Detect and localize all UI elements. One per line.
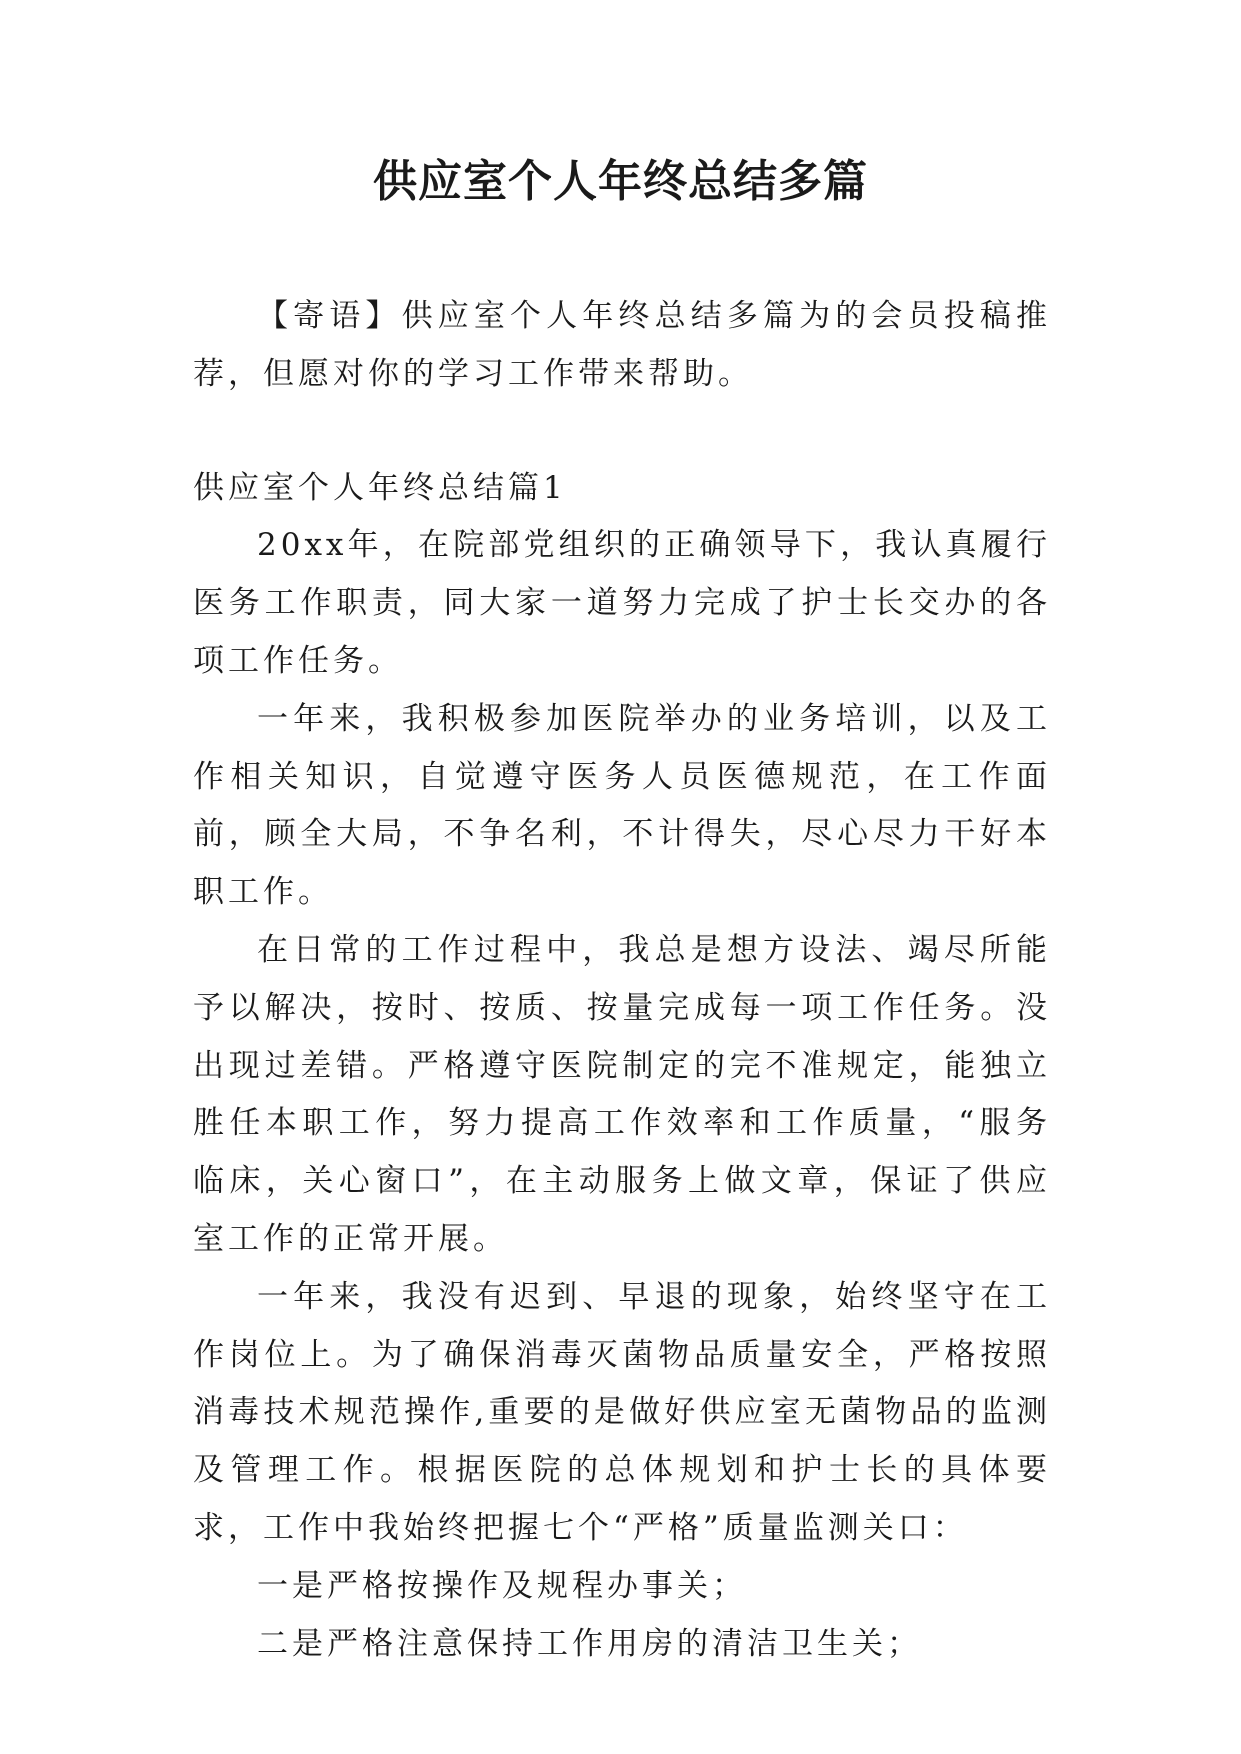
paragraph: 在日常的工作过程中，我总是想方设法、竭尽所能予以解决，按时、按质、按量完成每一项工作任务。没出现过差错。严格遵守医院制定的完不准规定，能独立胜任本职工作，努力提高工作效率和工作质量，“服务临床，关心窗口”，在主动服务上做文章，保证了供应室工作的正常开展。 [193,931,1051,1257]
list-item: 一是严格按操作及规程办事关； [257,1567,747,1604]
paragraph: 一年来，我没有迟到、早退的现象，始终坚守在工作岗位上。为了确保消毒灭菌物品质量安全，严格按照消毒技术规范操作,重要的是做好供应室无菌物品的监测及管理工作。根据医院的总体规划和护士长的具体要求，工作中我始终把握七个“严格”质量监测关口： [193,1278,1051,1546]
intro-paragraph: 【寄语】供应室个人年终总结多篇为的会员投稿推荐，但愿对你的学习工作带来帮助。 [193,298,1051,392]
paragraph: 一年来，我积极参加医院举办的业务培训，以及工作相关知识，自觉遵守医务人员医德规范，在工作面前，顾全大局，不争名利，不计得失，尽心尽力干好本职工作。 [193,700,1051,911]
section-heading: 供应室个人年终总结篇1 [193,469,567,506]
paragraph: 20xx年，在院部党组织的正确领导下，我认真履行医务工作职责，同大家一道努力完成了护士长交办的各项工作任务。 [193,527,1051,679]
list-item: 二是严格注意保持工作用房的清洁卫生关； [257,1625,922,1662]
document-body [193,288,1051,1673]
document-title: 供应室个人年终总结多篇 [373,156,868,207]
